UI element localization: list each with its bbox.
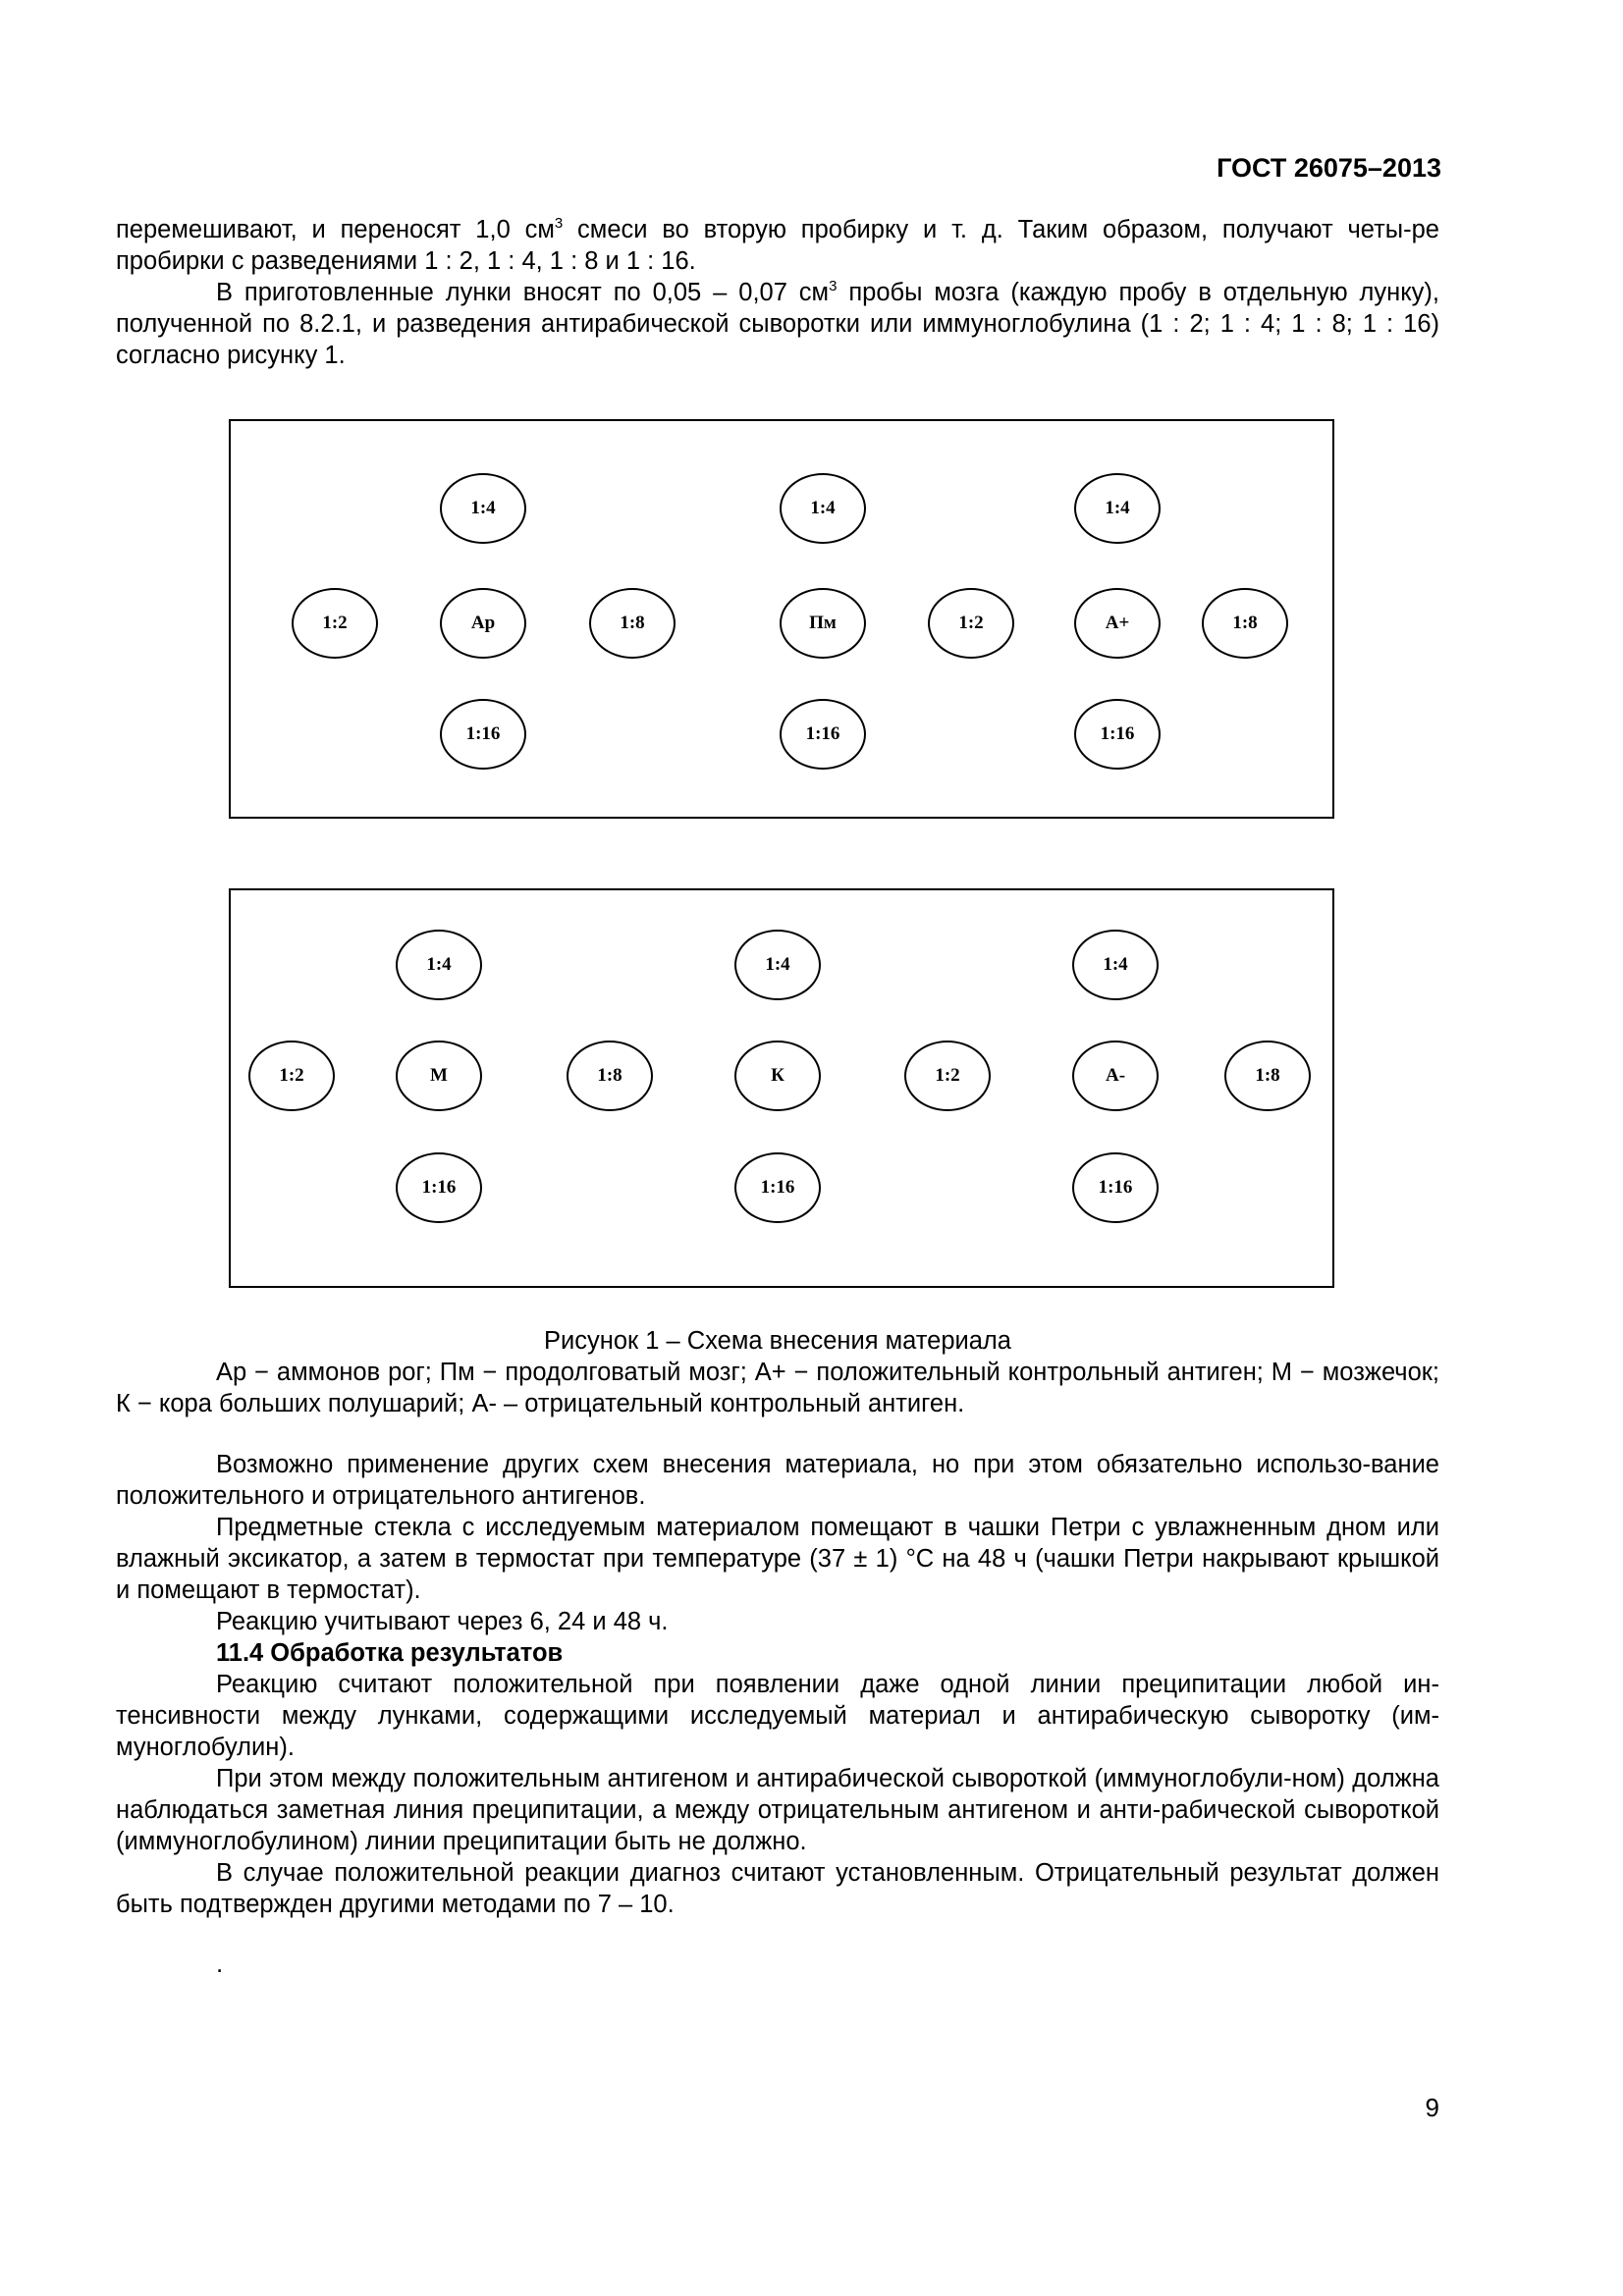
- well: 1:8: [567, 1041, 653, 1111]
- well: А-: [1072, 1041, 1159, 1111]
- well: Ар: [440, 588, 526, 659]
- paragraph: Предметные стекла с исследуемым материалом помещают в чашки Петри с увлажненным дном или влажный эксикатор, а затем в термостат при температуре (37 ± 1) °С на 48 ч (чашки Петри накрывают крышкой и помещают в термостат).: [116, 1514, 1439, 1604]
- figure-legend: Ар − аммонов рог; Пм − продолговатый мозг; А+ − положительный контрольный антиген; М − мозжечок; К − кора больших полушарий; А- – отрицательный контрольный антиген.: [116, 1359, 1439, 1417]
- well: 1:16: [734, 1152, 821, 1223]
- figure-panel-1: [229, 419, 1334, 819]
- well: А+: [1074, 588, 1161, 659]
- well: 1:2: [248, 1041, 335, 1111]
- section-heading: 11.4 Обработка результатов: [216, 1639, 564, 1667]
- document-code: ГОСТ 26075–2013: [1217, 153, 1441, 183]
- well: 1:16: [440, 699, 526, 770]
- well: Пм: [780, 588, 866, 659]
- stray-dot: .: [216, 1949, 224, 1978]
- figure-caption: Рисунок 1 – Схема внесения материала: [543, 1327, 1011, 1355]
- paragraph-wells: В приготовленные лунки вносят по 0,05 – 0,07 $см^3$ пробы мозга (каждую пробу в отдельную лунку), полученной по 8.2.1, и разведения антирабической сыворотки или иммуноглобулина (1 : 2; 1 : 4; 1 : 8; 1 : 16) согласно рисунку 1.: [116, 278, 1439, 369]
- well: 1:4: [396, 930, 482, 1000]
- paragraph: Возможно применение других схем внесения материала, но при этом обязательно использо-вание положительного и отрицательного антигенов.: [116, 1451, 1439, 1510]
- body-text: [116, 1449, 1439, 1920]
- page-number: 9: [1425, 2093, 1439, 2122]
- well: 1:8: [1224, 1041, 1311, 1111]
- well: 1:2: [292, 588, 378, 659]
- well: М: [396, 1041, 482, 1111]
- well: К: [734, 1041, 821, 1111]
- well: 1:2: [904, 1041, 991, 1111]
- paragraph: При этом между положительным антигеном и антирабической сывороткой (иммуноглобули-ном) должна наблюдаться заметная линия преципитации, а между отрицательным антигеном и анти-рабической сывороткой (иммуноглобулином) линии преципитации быть не должно.: [116, 1765, 1439, 1855]
- figure-panel-2: [229, 888, 1334, 1288]
- well: 1:16: [1074, 699, 1161, 770]
- well: 1:4: [440, 473, 526, 544]
- well: 1:8: [1202, 588, 1288, 659]
- well: 1:4: [1074, 473, 1161, 544]
- well: 1:4: [734, 930, 821, 1000]
- figure-caption-block: [116, 1325, 1439, 1419]
- paragraph: Реакцию учитывают через 6, 24 и 48 ч.: [216, 1608, 669, 1635]
- paragraph: Реакцию считают положительной при появлении даже одной линии преципитации любой ин-тенсивности между лунками, содержащими исследуемый материал и антирабическую сыворотку (им-муноглобулин).: [116, 1671, 1439, 1761]
- paragraph-dilutions: перемешивают, и переносят 1,0 $см^3$ смеси во вторую пробирку и т. д. Таким образом, получают четы-ре пробирки с разведениями 1 : 2, 1 : 4, 1 : 8 и 1 : 16.: [116, 215, 1439, 275]
- intro-text: [116, 214, 1439, 371]
- well: 1:16: [396, 1152, 482, 1223]
- well: 1:16: [1072, 1152, 1159, 1223]
- well: 1:4: [1072, 930, 1159, 1000]
- well: 1:16: [780, 699, 866, 770]
- well: 1:8: [589, 588, 676, 659]
- paragraph: В случае положительной реакции диагноз считают установленным. Отрицательный результат должен быть подтвержден другими методами по 7 – 10.: [116, 1859, 1439, 1918]
- well: 1:2: [928, 588, 1014, 659]
- well: 1:4: [780, 473, 866, 544]
